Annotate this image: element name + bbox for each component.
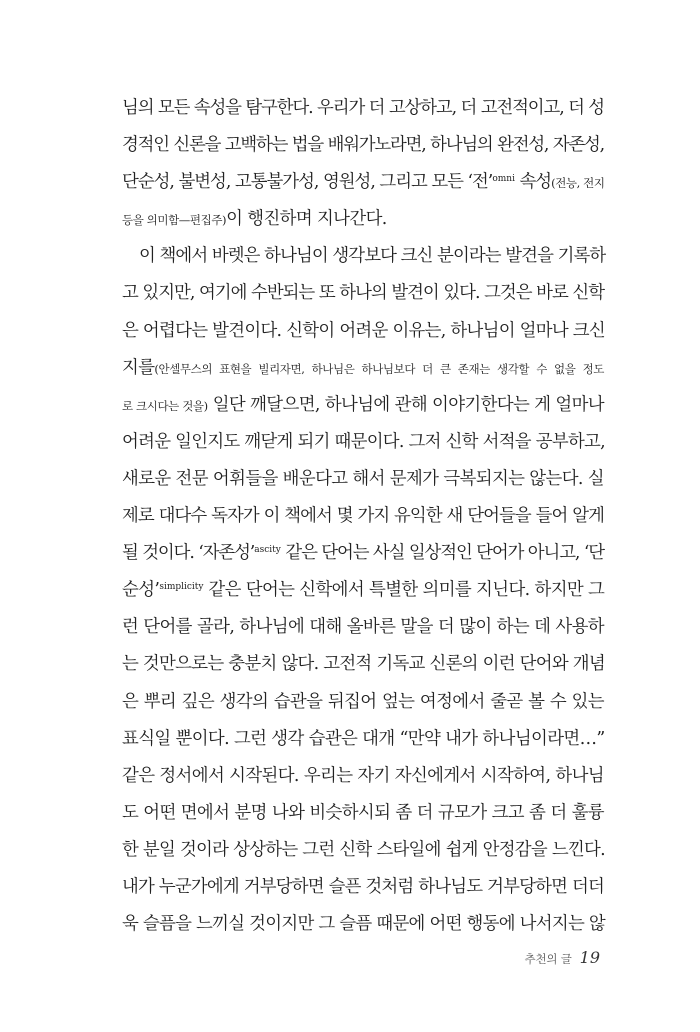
english-gloss: simplicity <box>159 582 204 593</box>
text-line: 는 것만으로는 충분치 않다. 고전적 기독교 신론의 이런 단어와 개념 <box>122 654 605 675</box>
text-line: 새로운 전문 어휘들을 배운다고 해서 문제가 극복되지는 않는다. 실 <box>122 468 604 489</box>
text-line: 한 분일 것이라 상상하는 그런 신학 스타일에 쉽게 안정감을 느낀다. <box>122 839 605 860</box>
text-line: 단순성, 불변성, 고통불가성, 영원성, 그리고 모든 ‘전’$^{omni}$ 속성(전능, 전지 <box>122 172 605 193</box>
text-line: 지를(안셀무스의 표현을 빌리자면, 하나님은 하나님보다 더 큰 존재는 생각할 수 없을 정도 <box>122 357 604 378</box>
text-line: 은 뿌리 깊은 생각의 습관을 뒤집어 엎는 여정에서 줄곧 볼 수 있는 <box>122 691 604 712</box>
text-line: 욱 슬픔을 느끼실 것이지만 그 슬픔 때문에 어떤 행동에 나서지는 않 <box>122 914 605 935</box>
text-line: 같은 정서에서 시작된다. 우리는 자기 자신에게서 시작하여, 하나님 <box>122 765 604 786</box>
editor-note: (전능, 전지 <box>551 176 605 191</box>
editor-note: (안셀무스의 표현을 빌리자면, 하나님은 하나님보다 더 큰 존재는 생각할 수 없을 정도 <box>154 361 604 376</box>
text-line: 로 크시다는 것을) 일단 깨달으면, 하나님에 관해 이야기한다는 게 얼마나 <box>122 394 605 415</box>
text-line: 표식일 뿐이다. 그런 생각 습관은 대개 “만약 내가 하나님이라면…” <box>122 728 605 749</box>
english-gloss: ascity <box>254 545 281 556</box>
text-line: 런 단어를 골라, 하나님에 대해 올바른 말을 더 많이 하는 데 사용하 <box>122 617 604 638</box>
text-line: 은 어렵다는 발견이다. 신학이 어려운 이유는, 하나님이 얼마나 크신 <box>122 320 605 341</box>
text-line: 제로 대다수 독자가 이 책에서 몇 가지 유익한 새 단어들을 들어 알게 <box>122 506 604 527</box>
paragraph-first-line: 이 책에서 바렛은 하나님이 생각보다 크신 분이라는 발견을 기록하 <box>139 246 606 267</box>
editor-note: 등을 의미함—편집주) <box>122 213 227 228</box>
body-text <box>122 90 604 943</box>
text-line: 고 있지만, 여기에 수반되는 또 하나의 발견이 있다. 그것은 바로 신학 <box>122 283 604 304</box>
text-line: 님의 모든 속성을 탐구한다. 우리가 더 고상하고, 더 고전적이고, 더 성 <box>122 98 604 118</box>
english-gloss: omni <box>492 174 515 185</box>
text-line: 경적인 신론을 고백하는 법을 배워가노라면, 하나님의 완전성, 자존성, <box>122 135 604 156</box>
text-line: 될 것이다. ‘자존성’$^{ascity}$ 같은 단어는 사실 일상적인 단어가 아니고, ‘단 <box>122 543 604 564</box>
text-line: 어려운 일인지도 깨닫게 되기 때문이다. 그저 신학 서적을 공부하고, <box>122 431 605 452</box>
page-number: 19 <box>579 948 600 967</box>
text-line: 도 어떤 면에서 분명 나와 비슷하시되 좀 더 규모가 크고 좀 더 훌륭 <box>122 802 604 823</box>
text-line: 내가 누군가에게 거부당하면 슬픈 것처럼 하나님도 거부당하면 더더 <box>122 876 604 897</box>
editor-note: 로 크시다는 것을) <box>122 398 208 413</box>
running-footer-label: 추천의 글 <box>524 952 572 966</box>
page-footer <box>525 946 600 970</box>
text-line: 순성’$^{simplicity}$ 같은 단어는 신학에서 특별한 의미를 지닌다. 하지만 그 <box>122 580 605 601</box>
text-line: 등을 의미함—편집주)이 행진하며 지나간다. <box>122 209 387 230</box>
